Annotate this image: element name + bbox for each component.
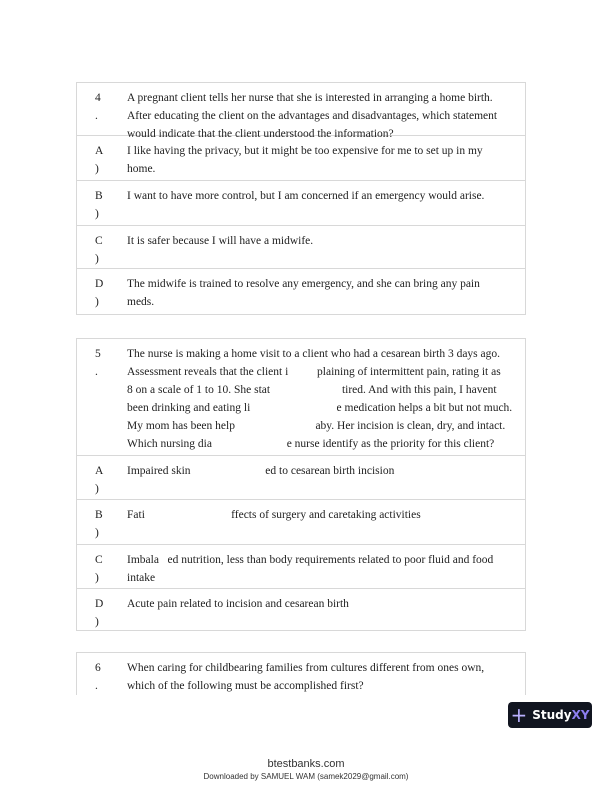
text-line: Fati ffects of surgery and caretaking activities	[127, 509, 421, 521]
item-label	[95, 659, 109, 695]
label-part: )	[95, 296, 99, 308]
label-part: D	[95, 598, 104, 610]
footer-site: btestbanks.com	[267, 758, 345, 770]
option-row-c	[77, 545, 525, 589]
option-row-d	[77, 269, 525, 315]
option-row-b	[77, 181, 525, 226]
option-row-a	[77, 136, 525, 181]
item-text	[127, 506, 513, 524]
label-part: )	[95, 527, 99, 539]
text-line: Acute pain related to incision and cesarean birth	[127, 598, 349, 610]
label-part: A	[95, 145, 104, 157]
text-line: which of the following must be accomplished first?	[127, 680, 364, 692]
item-text	[127, 551, 513, 587]
label-part: )	[95, 208, 99, 220]
text-line: The nurse is making a home visit to a client who had a cesarean birth 3 days ago.	[127, 348, 501, 360]
label-part: .	[95, 366, 98, 378]
option-row-b	[77, 500, 525, 545]
item-text	[127, 89, 513, 143]
label-part: )	[95, 483, 99, 495]
label-part: B	[95, 190, 103, 202]
item-label	[95, 89, 109, 125]
item-text	[127, 462, 513, 480]
label-part: 4	[95, 92, 101, 104]
text-line: I like having the privacy, but it might be too expensive for me to set up in my	[127, 145, 483, 157]
text-line: meds.	[127, 296, 155, 308]
question-row	[77, 83, 525, 140]
text-line: After educating the client on the advantages and disadvantages, which statement	[127, 110, 498, 122]
label-part: 6	[95, 662, 101, 674]
badge-brand: StudyXY	[532, 708, 590, 722]
text-line: Impaired skin ed to cesarean birth incision	[127, 465, 395, 477]
text-line: It is safer because I will have a midwife.	[127, 235, 314, 247]
option-row-c	[77, 226, 525, 269]
label-part: .	[95, 110, 98, 122]
option-row-a	[77, 456, 525, 500]
question-table	[76, 82, 526, 315]
option-row-d	[77, 589, 525, 631]
text-line: 8 on a scale of 1 to 10. She stat tired. And with this pain, I havent	[127, 384, 497, 396]
label-part: D	[95, 278, 104, 290]
text-line: A pregnant client tells her nurse that she is interested in arranging a home birth.	[127, 92, 493, 104]
text-line: Imbala ed nutrition, less than body requirements related to poor fluid and food	[127, 554, 494, 566]
label-part: .	[95, 680, 98, 692]
label-part: A	[95, 465, 104, 477]
item-label	[95, 506, 109, 542]
plus-icon: +	[510, 703, 528, 727]
label-part: C	[95, 554, 103, 566]
item-text	[127, 142, 513, 178]
text-line: been drinking and eating li e medication helps a bit but not much.	[127, 402, 513, 414]
item-text	[127, 232, 513, 250]
label-part: )	[95, 253, 99, 265]
question-row	[77, 339, 525, 456]
text-line: intake	[127, 572, 156, 584]
question-table	[76, 652, 526, 695]
item-text	[127, 187, 513, 205]
item-label	[95, 275, 109, 311]
text-line: When caring for childbearing families from cultures different from ones own,	[127, 662, 485, 674]
text-line: My mom has been help aby. Her incision is clean, dry, and intact.	[127, 420, 506, 432]
item-label	[95, 187, 109, 223]
footer-downloaded: Downloaded by SAMUEL WAM (samek2029@gmail.com)	[203, 772, 409, 781]
label-part: )	[95, 616, 99, 628]
item-label	[95, 462, 109, 498]
item-text	[127, 275, 513, 311]
item-text	[127, 595, 513, 613]
label-part: C	[95, 235, 103, 247]
item-label	[95, 551, 109, 587]
question-table	[76, 338, 526, 631]
item-text	[127, 345, 513, 453]
item-label	[95, 595, 109, 631]
text-line: The midwife is trained to resolve any emergency, and she can bring any pain	[127, 278, 480, 290]
label-part: )	[95, 572, 99, 584]
text-line: would indicate that the client understood the information?	[127, 128, 394, 140]
label-part: )	[95, 163, 99, 175]
text-line: I want to have more control, but I am concerned if an emergency would arise.	[127, 190, 485, 202]
text-line: Which nursing dia e nurse identify as the priority for this client?	[127, 438, 495, 450]
item-label	[95, 345, 109, 381]
studyxy-badge[interactable]	[508, 702, 592, 728]
label-part: B	[95, 509, 103, 521]
item-label	[95, 142, 109, 178]
text-line: home.	[127, 163, 156, 175]
text-line: Assessment reveals that the client i plaining of intermittent pain, rating it as	[127, 366, 501, 378]
label-part: 5	[95, 348, 101, 360]
question-row	[77, 653, 525, 695]
item-label	[95, 232, 109, 268]
item-text	[127, 659, 513, 695]
